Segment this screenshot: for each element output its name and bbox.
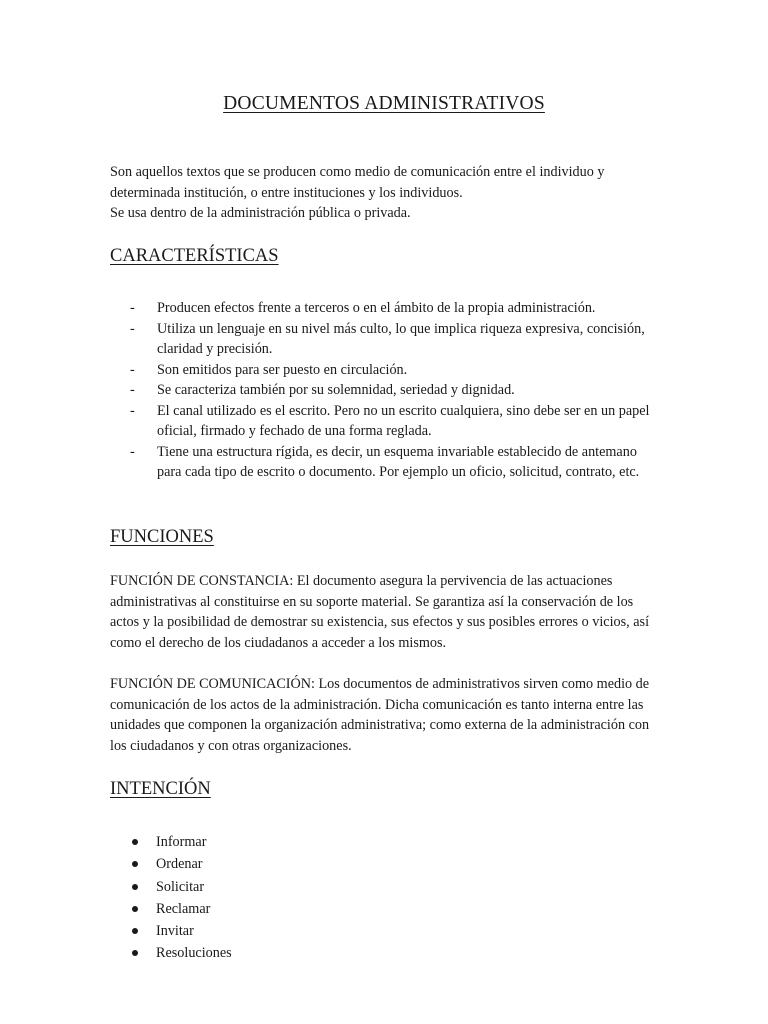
dash-marker: - — [130, 402, 135, 419]
bullet-icon — [132, 928, 138, 934]
dash-marker: - — [130, 443, 135, 460]
bullet-icon — [132, 861, 138, 867]
list-item-text: Se caracteriza también por su solemnidad, seriedad y dignidad. — [157, 382, 515, 398]
bullet-icon — [132, 839, 138, 845]
list-item — [130, 831, 430, 853]
dash-marker: - — [130, 320, 135, 337]
bullet-icon — [132, 950, 138, 956]
list-item — [130, 401, 660, 442]
list-item-text: Resoluciones — [156, 945, 232, 962]
funcion-comunicacion-paragraph: FUNCIÓN DE COMUNICACIÓN: Los documentos de administrativos sirven como medio de comunicación de los actos de la administración. Dicha comunicación es tanto interna entre las unidades que componen la organización administrativa; como externa de la administración con los ciudadanos y con otras organizaciones. — [110, 676, 650, 754]
bullet-icon — [132, 884, 138, 890]
intencion-list — [130, 831, 430, 965]
list-item — [130, 380, 660, 401]
list-item — [130, 853, 430, 875]
section-heading-caracteristicas: CARACTERÍSTICAS — [110, 246, 279, 266]
list-item — [130, 442, 660, 483]
list-item — [130, 319, 660, 360]
list-item-text: Producen efectos frente a terceros o en el ámbito de la propia administración. — [157, 300, 596, 316]
list-item-text: Utiliza un lenguaje en su nivel más culto, lo que implica riqueza expresiva, concisión, claridad y precisión. — [157, 320, 645, 357]
intro-text-2: Se usa dentro de la administración pública o privada. — [110, 205, 411, 221]
document-title: DOCUMENTOS ADMINISTRATIVOS — [223, 93, 545, 114]
list-item-text: Son emitidos para ser puesto en circulación. — [157, 361, 408, 378]
dash-marker: - — [130, 382, 135, 398]
list-item-text: Tiene una estructura rígida, es decir, un esquema invariable establecido de antemano para cada tipo de escrito o documento. Por ejemplo un oficio, solicitud, contrato, etc. — [157, 443, 640, 480]
list-item-text: Solicitar — [156, 878, 205, 895]
list-item — [130, 898, 430, 920]
list-item-text: Invitar — [156, 923, 194, 940]
list-item-text: Informar — [156, 834, 207, 850]
list-item — [130, 876, 430, 898]
dash-marker: - — [130, 361, 135, 378]
list-item-text: Reclamar — [156, 900, 211, 917]
intro-paragraph — [110, 162, 662, 224]
bullet-icon — [132, 906, 138, 912]
intro-text: Son aquellos textos que se producen como medio de comunicación entre el individuo y determinada institución, o entre instituciones y los individuos. — [110, 164, 605, 201]
section-heading-intencion: INTENCIÓN — [110, 779, 211, 799]
caracteristicas-list — [130, 298, 660, 483]
funcion-constancia-paragraph: FUNCIÓN DE CONSTANCIA: El documento asegura la pervivencia de las actuaciones administrativas al constituirse en su soporte material. Se garantiza así la conservación de los actos y la posibilidad de demostrar su existencia, sus efectos y sus posibles errores o vicios, así como el derecho de los ciudadanos a acceder a los mismos. — [110, 573, 650, 651]
list-item — [130, 298, 660, 319]
dash-marker: - — [130, 300, 135, 316]
list-item-text: Ordenar — [156, 856, 203, 873]
list-item — [130, 920, 430, 942]
list-item — [130, 942, 430, 964]
list-item — [130, 360, 660, 381]
section-heading-funciones: FUNCIONES — [110, 527, 214, 547]
list-item-text: El canal utilizado es el escrito. Pero no un escrito cualquiera, sino debe ser en un papel oficial, firmado y fechado de una forma reglada. — [157, 402, 650, 439]
